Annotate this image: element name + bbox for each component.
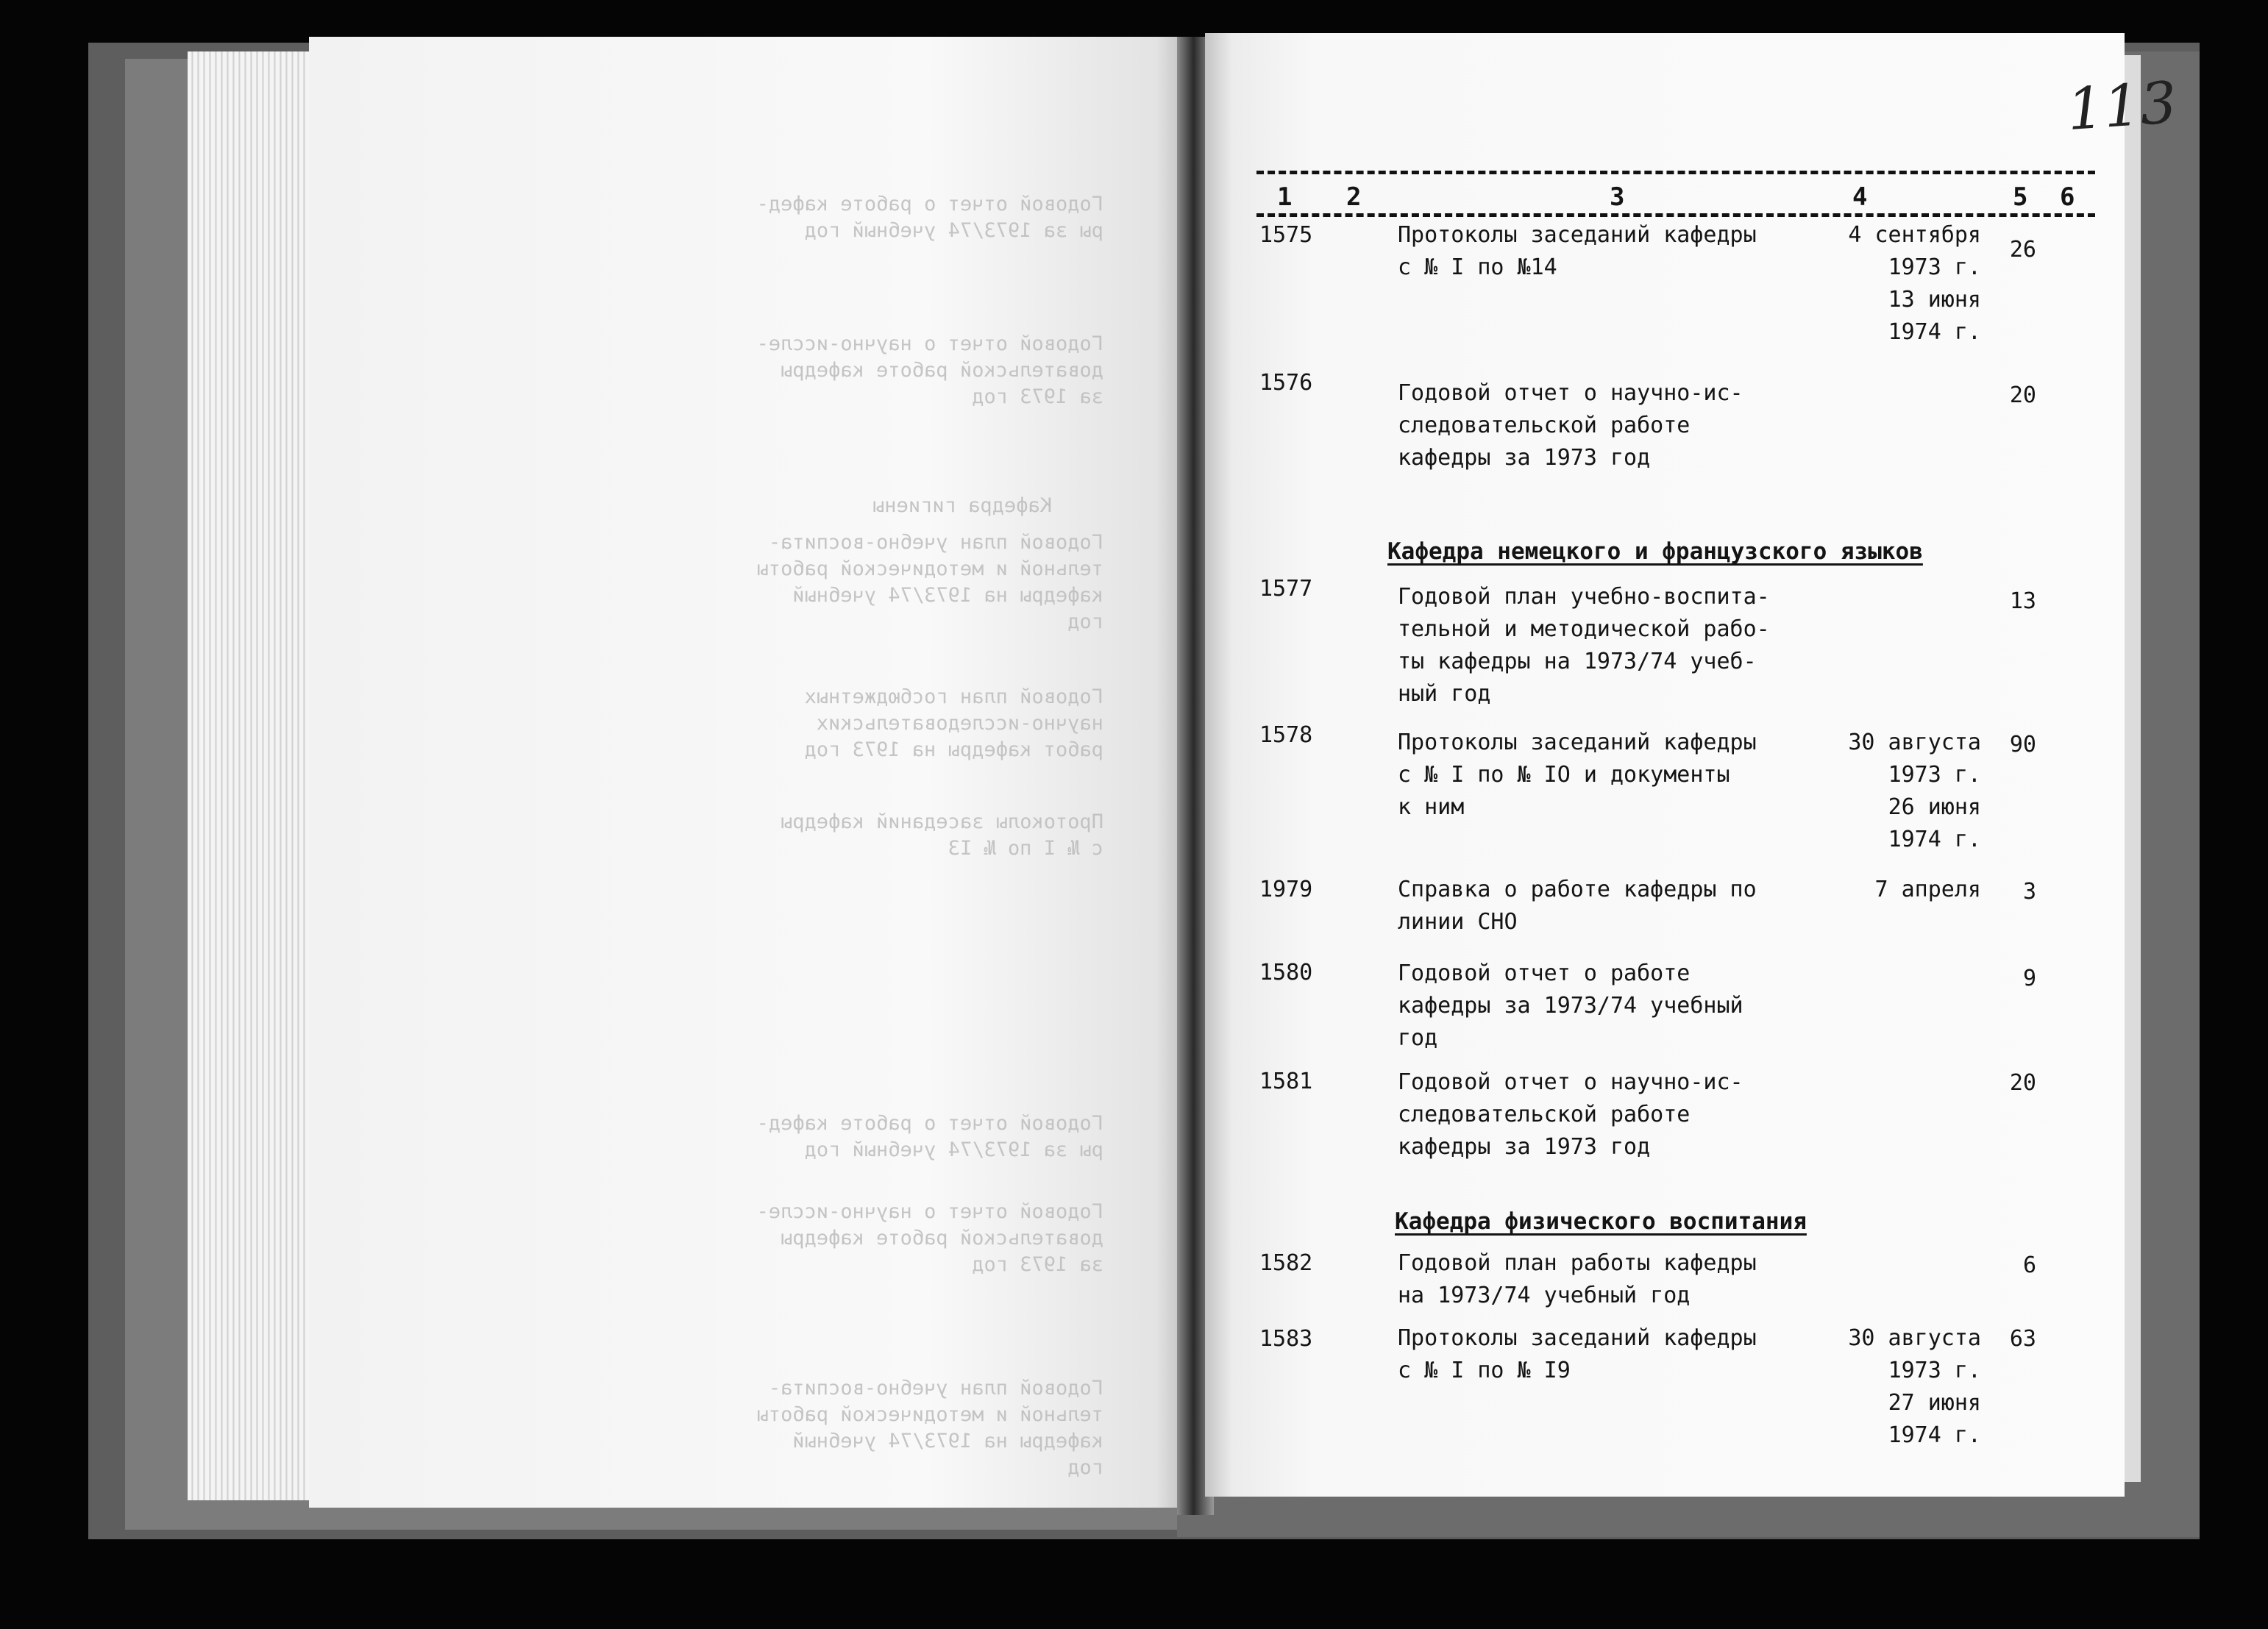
sheet-count: 9 (2022, 966, 2036, 991)
case-title: Годовой отчет о научно-ис- следовательской работе кафедры за 1973 год (1398, 1069, 1743, 1160)
column-header-3: 3 (1610, 182, 1625, 212)
case-number: 1583 (1259, 1326, 1313, 1352)
case-number: 1581 (1259, 1069, 1313, 1094)
case-dates: 30 августа 1973 г. 27 июня 1974 г. (1848, 1325, 1981, 1448)
case-number: 1576 (1259, 370, 1313, 396)
page-number: 113 (2065, 69, 2179, 144)
case-title: Годовой план учебно-воспита- тельной и методической рабо- ты кафедры на 1973/74 учеб- ный год (1398, 584, 1770, 707)
case-number: 1578 (1259, 722, 1313, 748)
right-page (1205, 33, 2179, 1497)
case-title: Годовой отчет о работе кафедры за 1973/74 учебный год (1398, 960, 1743, 1051)
case-dates: 7 апреля (1874, 877, 1981, 902)
sheet-count: 26 (2009, 237, 2036, 263)
case-title: Протоколы заседаний кафедры с № I по № IO и документы к ним (1398, 730, 1757, 820)
sheet-count: 13 (2009, 588, 2036, 614)
column-header-4: 4 (1852, 182, 1868, 212)
show-through-text: Годовой отчет о работе кафед- ры за 1973/74 учебный год Годовой отчет о научно-иссле- довательской работе кафедры за 1973 год Кафедра гигиены Годовой план учебно-воспита- тельной и методической работы кафедры на 1973/74 учебный год Годовой план госбюджетных научно-исследовательских работ кафедры на 1973 год Протоколы заседаний кафедры с № I по № I3 Годовой отчет о работе кафед- ры за 1973/74 учебный год Годовой отчет о научно-иссле- довательской работе кафедры за 1973 год Годовой план учебно-воспита- тельной и методической работы кафедры на 1973/74 учебный год (756, 193, 1103, 1479)
sheet-count: 20 (2009, 1070, 2036, 1096)
header-rule-bottom (1256, 213, 2095, 217)
case-dates: 4 сентября 1973 г. 13 июня 1974 г. (1848, 222, 1981, 345)
sheet-count: 20 (2009, 382, 2036, 408)
section-heading: Кафедра немецкого и французского языков (1387, 538, 1923, 565)
case-title: Протоколы заседаний кафедры с № I по №14 (1398, 222, 1757, 280)
column-header-2: 2 (1346, 182, 1362, 212)
section-heading: Кафедра физического воспитания (1395, 1208, 1807, 1235)
sheet-count: 90 (2009, 732, 2036, 758)
sheet-count: 63 (2009, 1326, 2036, 1352)
column-header-1: 1 (1277, 182, 1293, 212)
sheet-count: 3 (2022, 879, 2036, 905)
header-rule-top (1256, 171, 2095, 174)
case-title: Годовой отчет о научно-ис- следовательской работе кафедры за 1973 год (1398, 380, 1743, 471)
case-number: 1979 (1259, 877, 1313, 902)
column-header-6: 6 (2060, 182, 2075, 212)
case-dates: 30 августа 1973 г. 26 июня 1974 г. (1848, 730, 1981, 852)
case-title: Годовой план работы кафедры на 1973/74 учебный год (1398, 1250, 1757, 1308)
case-number: 1580 (1259, 960, 1313, 985)
column-header-5: 5 (2013, 182, 2028, 212)
case-title: Протоколы заседаний кафедры с № I по № I9 (1398, 1325, 1757, 1383)
sheet-count: 6 (2022, 1252, 2036, 1278)
case-number: 1575 (1259, 222, 1313, 248)
case-number: 1577 (1259, 576, 1313, 602)
case-title: Справка о работе кафедры по линии СНО (1398, 877, 1757, 935)
case-number: 1582 (1259, 1250, 1313, 1276)
